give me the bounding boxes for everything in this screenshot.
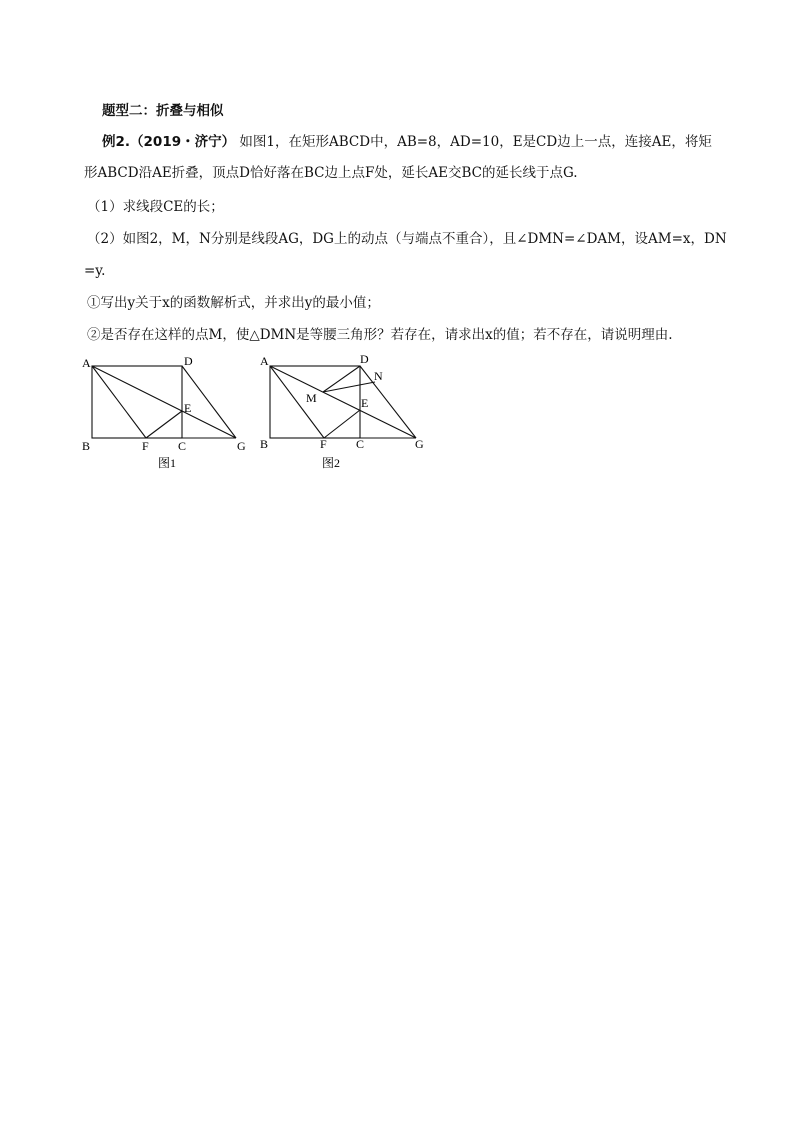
label-c-2: C bbox=[356, 437, 365, 451]
label-n-2: N bbox=[374, 369, 383, 383]
example-label: 例2. bbox=[102, 134, 131, 150]
question-2-line-2: =y. bbox=[84, 263, 106, 279]
line-fe bbox=[146, 411, 182, 438]
question-1: （1）求线段CE的长； bbox=[87, 199, 224, 215]
example-text-2: 形ABCD沿AE折叠，顶点D恰好落在BC边上点F处，延长AE交BC的延长线于点G. bbox=[84, 165, 578, 181]
label-b-2: B bbox=[260, 437, 269, 451]
example-line-1 bbox=[102, 133, 712, 151]
line-af bbox=[92, 366, 146, 438]
label-d-2: D bbox=[360, 352, 369, 366]
label-e-2: E bbox=[361, 396, 369, 410]
line-dg-2 bbox=[360, 366, 416, 438]
label-g-2: G bbox=[415, 437, 424, 451]
label-f-2: F bbox=[320, 437, 327, 451]
label-e: E bbox=[184, 401, 192, 415]
rect-abcd bbox=[92, 366, 182, 438]
label-b: B bbox=[82, 439, 91, 453]
label-m-2: M bbox=[306, 391, 317, 405]
line-fe-2 bbox=[324, 410, 360, 438]
label-f: F bbox=[142, 439, 149, 453]
label-a: A bbox=[82, 356, 91, 370]
line-ag bbox=[92, 366, 236, 438]
figure-1 bbox=[78, 352, 258, 476]
question-2-sub-1: ①写出y关于x的函数解析式，并求出y的最小值； bbox=[87, 295, 380, 311]
figure-1-caption: 图1 bbox=[158, 456, 177, 470]
figure-1-diagram bbox=[78, 352, 258, 472]
figure-2 bbox=[256, 352, 436, 476]
question-2-sub-2: ②是否存在这样的点M，使△DMN是等腰三角形？若存在，请求出x的值；若不存在，请说明理由. bbox=[87, 327, 673, 343]
example-text-1: 如图1，在矩形ABCD中，AB=8，AD=10，E是CD边上一点，连接AE，将矩 bbox=[239, 134, 712, 150]
label-c: C bbox=[178, 439, 187, 453]
label-d: D bbox=[184, 354, 193, 368]
section-title: 题型二：折叠与相似 bbox=[102, 103, 224, 119]
question-2-line-1: （2）如图2，M，N分别是线段AG，DG上的动点（与端点不重合），且∠DMN=∠DAM，设AM=x，DN bbox=[87, 231, 727, 247]
example-source: （2019・济宁） bbox=[130, 134, 236, 150]
line-ag-2 bbox=[270, 366, 416, 438]
label-g: G bbox=[237, 439, 246, 453]
label-a-2: A bbox=[260, 354, 269, 368]
figure-2-caption: 图2 bbox=[322, 456, 341, 470]
figure-2-diagram bbox=[256, 352, 436, 472]
